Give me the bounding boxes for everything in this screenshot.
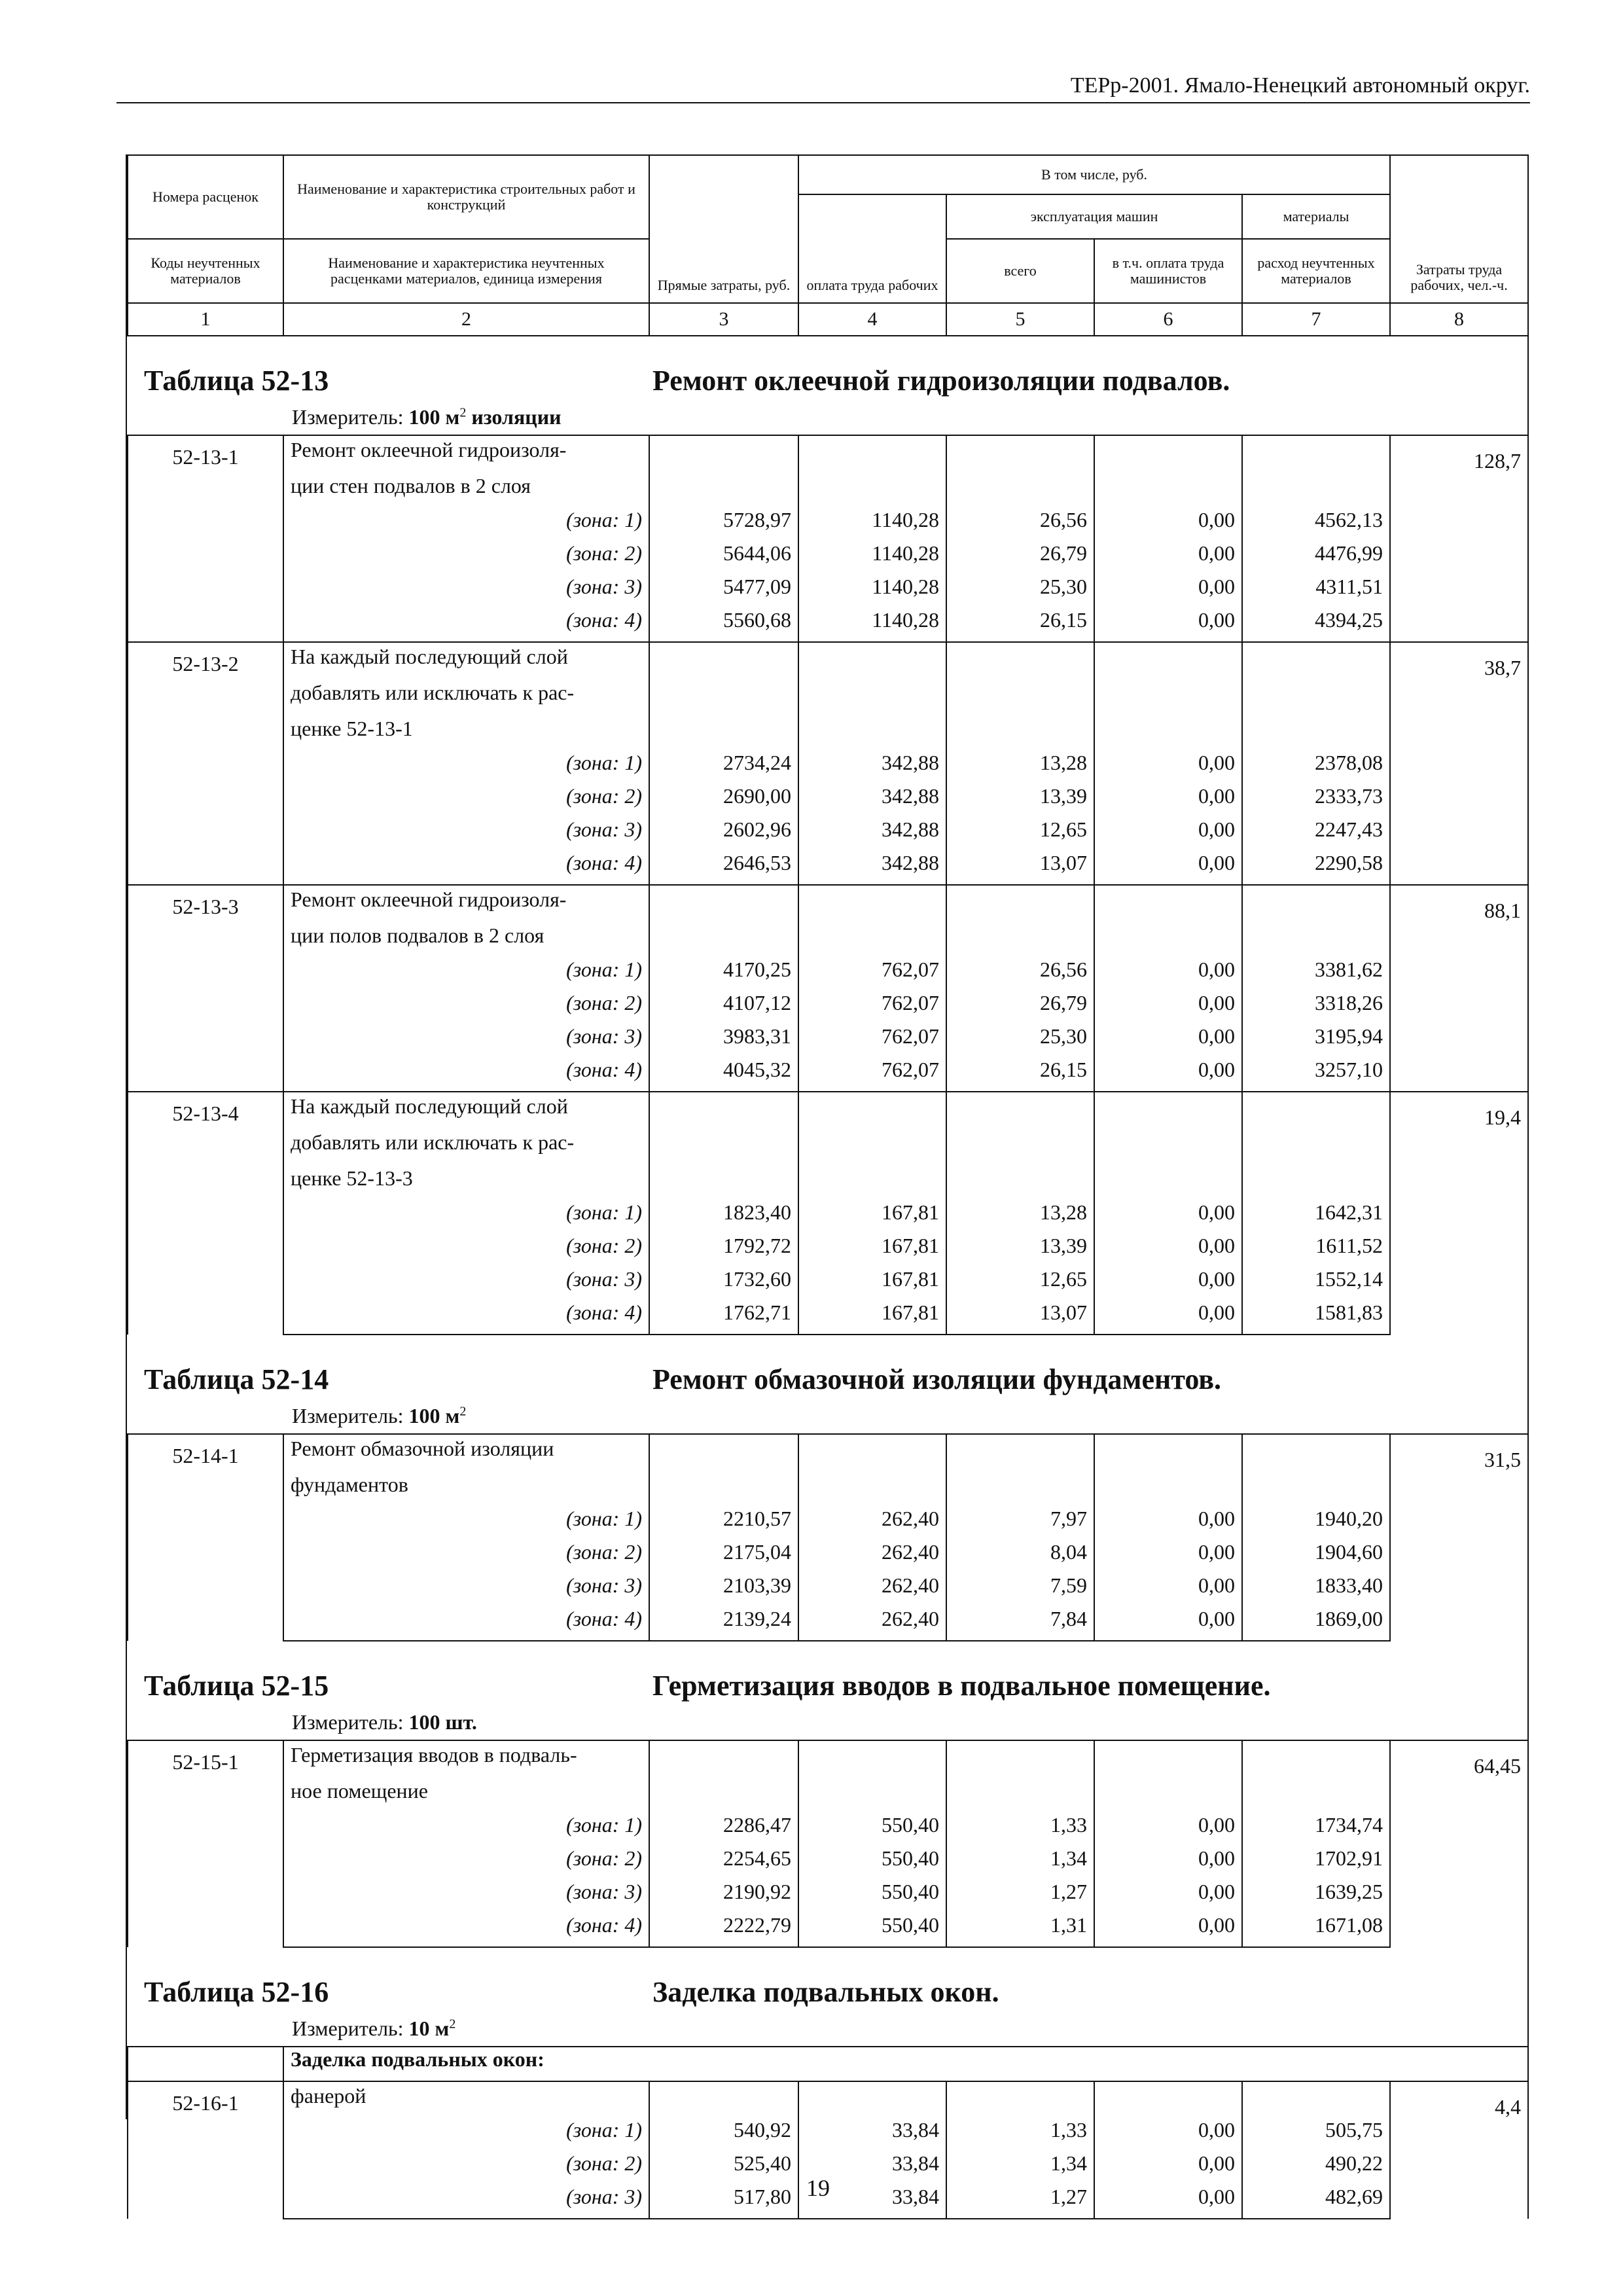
machines-total: 7,84 (946, 1607, 1094, 1641)
worker-wages: 550,40 (798, 1813, 946, 1846)
materials-cost: 2333,73 (1242, 784, 1390, 817)
table-row (128, 1267, 1528, 1300)
materials-cost: 1940,20 (1242, 1507, 1390, 1540)
direct-cost: 1792,72 (649, 1234, 798, 1267)
materials-cost: 4562,13 (1242, 508, 1390, 541)
direct-cost: 5477,09 (649, 575, 798, 608)
direct-cost: 1732,60 (649, 1267, 798, 1300)
zone-label: (зона: 2) (283, 1234, 649, 1267)
machinist-wages: 0,00 (1094, 1507, 1242, 1540)
col-header-materials: материалы (1242, 194, 1390, 239)
measure-unit: 10 м (408, 2017, 450, 2040)
zone-label: (зона: 4) (283, 608, 649, 642)
direct-cost: 5560,68 (649, 608, 798, 642)
materials-cost: 4311,51 (1242, 575, 1390, 608)
direct-cost: 5728,97 (649, 508, 798, 541)
measure-unit: 100 м (408, 405, 460, 429)
table-measure (292, 1404, 466, 1428)
worker-wages: 550,40 (798, 1846, 946, 1880)
materials-cost: 2290,58 (1242, 851, 1390, 885)
machinist-wages: 0,00 (1094, 1540, 1242, 1573)
zone-label: (зона: 4) (283, 1300, 649, 1335)
machinist-wages: 0,00 (1094, 1846, 1242, 1880)
direct-cost: 2602,96 (649, 817, 798, 851)
worker-wages: 342,88 (798, 784, 946, 817)
col-number: 2 (283, 303, 649, 336)
work-description: ценке 52-13-3 (283, 1164, 649, 1200)
materials-cost: 3257,10 (1242, 1058, 1390, 1092)
table-title-block (127, 1335, 1527, 1433)
materials-cost: 1611,52 (1242, 1234, 1390, 1267)
measure-sup: 2 (459, 1404, 467, 1419)
machines-total: 1,34 (946, 2151, 1094, 2185)
col-header-2-bottom: Наименование и характеристика неучтенных расценками материалов, единица измерения (283, 239, 649, 303)
worker-wages: 1140,28 (798, 541, 946, 575)
zone-label: (зона: 2) (283, 784, 649, 817)
zone-label: (зона: 4) (283, 1058, 649, 1092)
col-header-4: оплата труда рабочих (798, 194, 946, 303)
labor-cost: 31,5 (1390, 1434, 1528, 1641)
labor-cost: 4,4 (1390, 2081, 1528, 2219)
direct-cost: 2175,04 (649, 1540, 798, 1573)
direct-cost: 2286,47 (649, 1813, 798, 1846)
machinist-wages: 0,00 (1094, 1813, 1242, 1846)
rate-code: 52-15-1 (128, 1740, 283, 1947)
materials-cost: 2247,43 (1242, 817, 1390, 851)
labor-cost: 128,7 (1390, 435, 1528, 642)
machines-total: 26,15 (946, 608, 1094, 642)
machines-total: 1,27 (946, 1880, 1094, 1913)
worker-wages: 342,88 (798, 817, 946, 851)
col-number: 5 (946, 303, 1094, 336)
table-row (128, 1092, 1528, 1128)
machines-total: 26,15 (946, 1058, 1094, 1092)
measure-label: Измеритель: (292, 2017, 404, 2040)
direct-cost: 2103,39 (649, 1573, 798, 1607)
work-description: фанерой (283, 2081, 649, 2118)
zone-label: (зона: 4) (283, 1607, 649, 1641)
labor-cost: 64,45 (1390, 1740, 1528, 1947)
table-row (128, 541, 1528, 575)
materials-cost: 1639,25 (1242, 1880, 1390, 1913)
machines-total: 13,28 (946, 1200, 1094, 1234)
machinist-wages: 0,00 (1094, 784, 1242, 817)
table-row (128, 1507, 1528, 1540)
materials-cost: 3195,94 (1242, 1024, 1390, 1058)
direct-cost: 540,92 (649, 2118, 798, 2151)
work-description: добавлять или исключать к рас- (283, 679, 649, 715)
table-name: Герметизация вводов в подвальное помещение. (652, 1670, 1271, 1702)
worker-wages: 167,81 (798, 1234, 946, 1267)
table-title-block (127, 1948, 1527, 2046)
table-row (128, 2118, 1528, 2151)
table-row (128, 1200, 1528, 1234)
zone-label: (зона: 2) (283, 2151, 649, 2185)
machinist-wages: 0,00 (1094, 575, 1242, 608)
direct-cost: 2139,24 (649, 1607, 798, 1641)
machines-total: 7,97 (946, 1507, 1094, 1540)
machines-total: 13,07 (946, 1300, 1094, 1335)
machinist-wages: 0,00 (1094, 1913, 1242, 1947)
materials-cost: 505,75 (1242, 2118, 1390, 2151)
worker-wages: 762,07 (798, 1058, 946, 1092)
machines-total: 1,33 (946, 1813, 1094, 1846)
work-description: добавлять или исключать к рас- (283, 1128, 649, 1164)
table-row (128, 784, 1528, 817)
rate-code: 52-13-2 (128, 642, 283, 885)
direct-cost: 4170,25 (649, 958, 798, 991)
col-header-1-top: Номера расценок (128, 155, 283, 239)
zone-label: (зона: 2) (283, 1540, 649, 1573)
materials-cost: 482,69 (1242, 2185, 1390, 2219)
machines-total: 1,27 (946, 2185, 1094, 2219)
table-row (128, 851, 1528, 885)
table-row (128, 472, 1528, 508)
zone-label: (зона: 1) (283, 2118, 649, 2151)
direct-cost: 4045,32 (649, 1058, 798, 1092)
work-description: Ремонт обмазочной изоляции (283, 1434, 649, 1471)
table-row (128, 2081, 1528, 2118)
table-row (128, 642, 1528, 679)
machines-total: 1,33 (946, 2118, 1094, 2151)
table-row (128, 958, 1528, 991)
machinist-wages: 0,00 (1094, 2151, 1242, 2185)
col-header-2-top: Наименование и характеристика строительных работ и конструкций (283, 155, 649, 239)
worker-wages: 167,81 (798, 1300, 946, 1335)
table-row (128, 885, 1528, 922)
machinist-wages: 0,00 (1094, 2185, 1242, 2219)
col-number: 1 (128, 303, 283, 336)
table-row (128, 1164, 1528, 1200)
materials-cost: 1552,14 (1242, 1267, 1390, 1300)
direct-cost: 2254,65 (649, 1846, 798, 1880)
worker-wages: 262,40 (798, 1573, 946, 1607)
direct-cost: 3983,31 (649, 1024, 798, 1058)
table-row (128, 1434, 1528, 1471)
col-header-8: Затраты труда рабочих, чел.-ч. (1390, 155, 1528, 303)
work-description: ции стен подвалов в 2 слоя (283, 472, 649, 508)
worker-wages: 33,84 (798, 2185, 946, 2219)
machines-total: 26,79 (946, 541, 1094, 575)
measure-unit: 100 м (408, 1404, 460, 1427)
table-row (128, 608, 1528, 642)
table-measure (292, 1710, 477, 1734)
machinist-wages: 0,00 (1094, 751, 1242, 784)
direct-cost: 1823,40 (649, 1200, 798, 1234)
direct-cost: 2222,79 (649, 1913, 798, 1947)
column-header-table (127, 154, 1529, 336)
materials-cost: 1671,08 (1242, 1913, 1390, 1947)
work-description: На каждый последующий слой (283, 642, 649, 679)
materials-cost: 1734,74 (1242, 1813, 1390, 1846)
table-name: Ремонт оклеечной гидроизоляции подвалов. (652, 365, 1230, 397)
worker-wages: 167,81 (798, 1267, 946, 1300)
table-row (128, 1846, 1528, 1880)
machinist-wages: 0,00 (1094, 2118, 1242, 2151)
machines-total: 26,56 (946, 958, 1094, 991)
table-number: Таблица 52-13 (144, 365, 329, 397)
direct-cost: 4107,12 (649, 991, 798, 1024)
table-number: Таблица 52-16 (144, 1976, 329, 2008)
materials-cost: 1833,40 (1242, 1573, 1390, 1607)
worker-wages: 762,07 (798, 1024, 946, 1058)
work-description: ное помещение (283, 1777, 649, 1813)
table-row (128, 1058, 1528, 1092)
worker-wages: 1140,28 (798, 508, 946, 541)
materials-cost: 2378,08 (1242, 751, 1390, 784)
worker-wages: 550,40 (798, 1880, 946, 1913)
table-row (128, 715, 1528, 751)
table-row (128, 1607, 1528, 1641)
machines-total: 13,28 (946, 751, 1094, 784)
price-table-sheet (126, 154, 1529, 2208)
table-number: Таблица 52-15 (144, 1670, 329, 1702)
zone-label: (зона: 3) (283, 2185, 649, 2219)
running-title: ТЕРр-2001. Ямало-Ненецкий автономный округ. (116, 73, 1530, 103)
worker-wages: 762,07 (798, 991, 946, 1024)
rate-code: 52-14-1 (128, 1434, 283, 1641)
tables-body (127, 336, 1527, 2219)
zone-label: (зона: 2) (283, 541, 649, 575)
table-row (128, 751, 1528, 784)
zone-label: (зона: 4) (283, 1913, 649, 1947)
table-row (128, 1813, 1528, 1846)
col-number: 4 (798, 303, 946, 336)
materials-cost: 4476,99 (1242, 541, 1390, 575)
table-row (128, 1880, 1528, 1913)
table-row (128, 679, 1528, 715)
machines-total: 1,34 (946, 1846, 1094, 1880)
measure-label: Измеритель: (292, 1710, 404, 1734)
zone-label: (зона: 3) (283, 817, 649, 851)
rates-table (127, 1740, 1529, 1948)
table-row (128, 508, 1528, 541)
table-row (128, 1234, 1528, 1267)
table-row (128, 1024, 1528, 1058)
worker-wages: 342,88 (798, 751, 946, 784)
worker-wages: 33,84 (798, 2151, 946, 2185)
zone-label: (зона: 3) (283, 575, 649, 608)
work-description: Ремонт оклеечной гидроизоля- (283, 885, 649, 922)
measure-sup: 2 (459, 405, 467, 420)
machinist-wages: 0,00 (1094, 1607, 1242, 1641)
machines-total: 12,65 (946, 817, 1094, 851)
table-row (128, 575, 1528, 608)
table-row (128, 991, 1528, 1024)
col-header-5: всего (946, 239, 1094, 303)
machines-total: 7,59 (946, 1573, 1094, 1607)
table-title-block (127, 1641, 1527, 1740)
col-header-7: расход неучтенных материалов (1242, 239, 1390, 303)
direct-cost: 2190,92 (649, 1880, 798, 1913)
rate-code: 52-13-3 (128, 885, 283, 1092)
machinist-wages: 0,00 (1094, 608, 1242, 642)
col-header-6: в т.ч. оплата труда машинистов (1094, 239, 1242, 303)
zone-label: (зона: 1) (283, 508, 649, 541)
zone-label: (зона: 4) (283, 851, 649, 885)
col-number: 6 (1094, 303, 1242, 336)
zone-label: (зона: 3) (283, 1267, 649, 1300)
materials-cost: 1702,91 (1242, 1846, 1390, 1880)
machines-total: 26,79 (946, 991, 1094, 1024)
materials-cost: 1869,00 (1242, 1607, 1390, 1641)
zone-label: (зона: 1) (283, 958, 649, 991)
table-row (128, 1300, 1528, 1335)
machinist-wages: 0,00 (1094, 541, 1242, 575)
labor-cost: 88,1 (1390, 885, 1528, 1092)
zone-label: (зона: 1) (283, 1200, 649, 1234)
worker-wages: 342,88 (798, 851, 946, 885)
zone-label: (зона: 2) (283, 1846, 649, 1880)
machines-total: 13,07 (946, 851, 1094, 885)
materials-cost: 3318,26 (1242, 991, 1390, 1024)
zone-label: (зона: 1) (283, 1507, 649, 1540)
col-number: 3 (649, 303, 798, 336)
table-row (128, 435, 1528, 472)
table-title-block (127, 336, 1527, 435)
machines-total: 13,39 (946, 1234, 1094, 1267)
work-description: фундаментов (283, 1471, 649, 1507)
machines-total: 25,30 (946, 1024, 1094, 1058)
table-row (128, 1471, 1528, 1507)
direct-cost: 2646,53 (649, 851, 798, 885)
direct-cost: 2210,57 (649, 1507, 798, 1540)
materials-cost: 490,22 (1242, 2151, 1390, 2185)
machinist-wages: 0,00 (1094, 1880, 1242, 1913)
section-label: Заделка подвальных окон: (283, 2047, 1528, 2081)
measure-sup: 2 (449, 2017, 456, 2032)
measure-label: Измеритель: (292, 1404, 404, 1427)
table-name: Ремонт обмазочной изоляции фундаментов. (652, 1363, 1222, 1395)
table-row (128, 1128, 1528, 1164)
table-row (128, 1777, 1528, 1813)
machinist-wages: 0,00 (1094, 1300, 1242, 1335)
measure-unit: 100 шт. (408, 1710, 477, 1734)
rates-table (127, 435, 1529, 1335)
table-measure (292, 2017, 455, 2041)
zone-label: (зона: 3) (283, 1880, 649, 1913)
materials-cost: 4394,25 (1242, 608, 1390, 642)
worker-wages: 262,40 (798, 1507, 946, 1540)
rate-code: 52-13-1 (128, 435, 283, 642)
machines-total: 8,04 (946, 1540, 1094, 1573)
worker-wages: 33,84 (798, 2118, 946, 2151)
table-row (128, 922, 1528, 958)
table-row (128, 1913, 1528, 1947)
machines-total: 26,56 (946, 508, 1094, 541)
col-number: 7 (1242, 303, 1390, 336)
work-description: Ремонт оклеечной гидроизоля- (283, 435, 649, 472)
worker-wages: 262,40 (798, 1607, 946, 1641)
machinist-wages: 0,00 (1094, 1267, 1242, 1300)
col-header-1-bottom: Коды неучтенных материалов (128, 239, 283, 303)
machinist-wages: 0,00 (1094, 1573, 1242, 1607)
direct-cost: 525,40 (649, 2151, 798, 2185)
worker-wages: 550,40 (798, 1913, 946, 1947)
measure-suffix: изоляции (466, 405, 562, 429)
materials-cost: 1642,31 (1242, 1200, 1390, 1234)
materials-cost: 1581,83 (1242, 1300, 1390, 1335)
work-description: На каждый последующий слой (283, 1092, 649, 1128)
machinist-wages: 0,00 (1094, 1024, 1242, 1058)
machinist-wages: 0,00 (1094, 1200, 1242, 1234)
zone-label: (зона: 1) (283, 751, 649, 784)
direct-cost: 2734,24 (649, 751, 798, 784)
work-description: ценке 52-13-1 (283, 715, 649, 751)
page-number: 19 (806, 2175, 830, 2201)
machinist-wages: 0,00 (1094, 1058, 1242, 1092)
labor-cost: 38,7 (1390, 642, 1528, 885)
direct-cost: 2690,00 (649, 784, 798, 817)
materials-cost: 1904,60 (1242, 1540, 1390, 1573)
machines-total: 25,30 (946, 575, 1094, 608)
table-row (128, 1573, 1528, 1607)
zone-label: (зона: 3) (283, 1573, 649, 1607)
measure-label: Измеритель: (292, 405, 404, 429)
col-number: 8 (1390, 303, 1528, 336)
rate-code: 52-16-1 (128, 2081, 283, 2219)
worker-wages: 1140,28 (798, 608, 946, 642)
machinist-wages: 0,00 (1094, 1234, 1242, 1267)
worker-wages: 262,40 (798, 1540, 946, 1573)
work-description: Герметизация вводов в подваль- (283, 1740, 649, 1777)
worker-wages: 762,07 (798, 958, 946, 991)
table-measure (292, 405, 562, 429)
worker-wages: 1140,28 (798, 575, 946, 608)
zone-label: (зона: 2) (283, 991, 649, 1024)
machines-total: 12,65 (946, 1267, 1094, 1300)
zone-label: (зона: 3) (283, 1024, 649, 1058)
labor-cost: 19,4 (1390, 1092, 1528, 1335)
col-header-machines: эксплуатация машин (946, 194, 1242, 239)
machinist-wages: 0,00 (1094, 817, 1242, 851)
machinist-wages: 0,00 (1094, 991, 1242, 1024)
direct-cost: 5644,06 (649, 541, 798, 575)
machinist-wages: 0,00 (1094, 508, 1242, 541)
machinist-wages: 0,00 (1094, 958, 1242, 991)
direct-cost: 517,80 (649, 2185, 798, 2219)
machines-total: 1,31 (946, 1913, 1094, 1947)
rates-table (127, 1433, 1529, 1641)
table-row (128, 817, 1528, 851)
work-description: ции полов подвалов в 2 слоя (283, 922, 649, 958)
worker-wages: 167,81 (798, 1200, 946, 1234)
direct-cost: 1762,71 (649, 1300, 798, 1335)
table-name: Заделка подвальных окон. (652, 1976, 999, 2008)
machines-total: 13,39 (946, 784, 1094, 817)
rate-code: 52-13-4 (128, 1092, 283, 1335)
zone-label: (зона: 1) (283, 1813, 649, 1846)
table-row (128, 1740, 1528, 1777)
table-number: Таблица 52-14 (144, 1363, 329, 1395)
machinist-wages: 0,00 (1094, 851, 1242, 885)
col-header-group: В том числе, руб. (798, 155, 1390, 194)
materials-cost: 3381,62 (1242, 958, 1390, 991)
table-row (128, 1540, 1528, 1573)
col-header-3: Прямые затраты, руб. (649, 155, 798, 303)
